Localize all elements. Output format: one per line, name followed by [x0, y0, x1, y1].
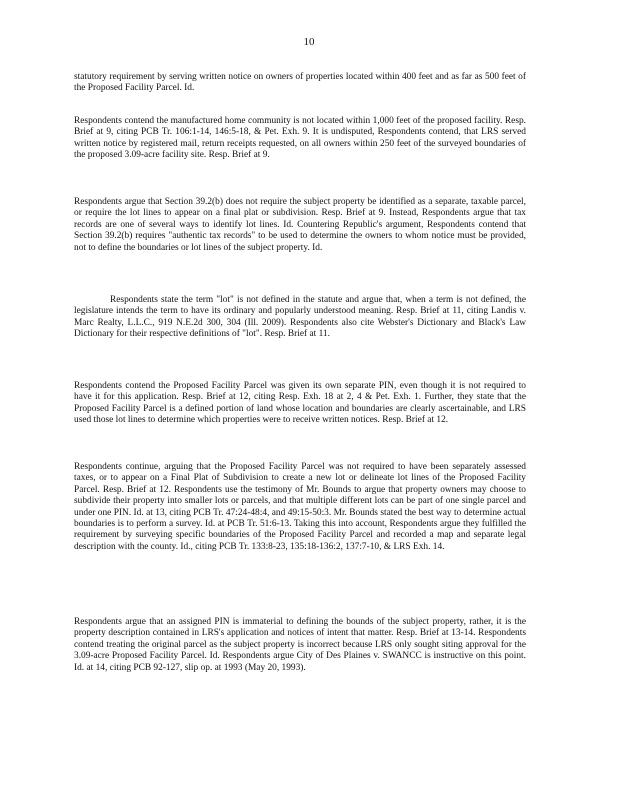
paragraph-4-text: Respondents state the term "lot" is not defined in the statute and argue that, when a term is not defined, the legislature intends the term to have its ordinary and popularly understood meaning. Resp. Brief at 11, citing Landis v. Marc Realty, L.L.C., 919 N.E.2d 300, 304 (Ill. 2009). Respondents also cite Webster's Dictionary and Black's Law Dictionary for their respective definitions of "lot". Resp. Brief at 11. — [74, 295, 526, 340]
paragraph-7 — [74, 617, 526, 674]
paragraph-5-text: Respondents contend the Proposed Facility Parcel was given its own separate PIN, even though it is not required to have it for this application. Resp. Brief at 12, citing Resp. Exh. 18 at 2, 4 & Pet. Exh. 1. Further, they state that the Proposed Facility Parcel is a defined portion of land whose location and boundaries are clearly ascertainable, and LRS used those lot lines to determine which properties were to receive written notices. Resp. Brief at 12. — [74, 381, 526, 426]
paragraph-2-text: Respondents contend the manufactured home community is not located within 1,000 feet of the proposed facility. Resp. Brief at 9, citing PCB Tr. 106:1-14, 146:5-18, & Pet. Exh. 9. It is undisputed, Respondents contend, that LRS served written notice by registered mail, return receipts requested, on all owners within 250 feet of the surveyed boundaries of the proposed 3.09-acre facility site. Resp. Brief at 9. — [74, 116, 526, 161]
paragraph-3-text: Respondents argue that Section 39.2(b) does not require the subject property be identified as a separate, taxable parcel, or require the lot lines to appear on a final plat or subdivision. Resp. Brief at 9. Instead, Respondents argue that tax records are one of several ways to identify lot lines. Id. Countering Republic's argument, Respondents contend that Section 39.2(b) requires "authentic tax records" to be used to determine the owners to whom notice must be provided, not to define the boundaries or lot lines of the subject property. Id. — [74, 197, 526, 253]
paragraph-4 — [74, 295, 526, 341]
paragraph-3 — [74, 197, 526, 254]
paragraph-6-text: Respondents continue, arguing that the Proposed Facility Parcel was not required to have been separately assessed taxes, or to appear on a Final Plat of Subdivision to create a new lot or delineate lot lines of the Proposed Facility Parcel. Resp. Brief at 12. Respondents use the testimony of Mr. Bounds to argue that property owners may choose to subdivide their property into smaller lots or parcels, and that multiple different lots can be part of one single parcel and under one PIN. Id. at 13, citing PCB Tr. 47:24-48:4, and 49:15-50:3. Mr. Bounds stated the best way to determine actual boundaries is to perform a survey. Id. at PCB Tr. 51:6-13. Taking this into account, Respondents argue they fulfilled the requirement by surveying specific boundaries of the Proposed Facility Parcel and recorded a map and separate legal description with the county. Id., citing PCB Tr. 133:8-23, 135:18-136:2, 137:7-10, & LRS Exh. 14. — [74, 462, 526, 552]
page-number: 10 — [303, 36, 315, 48]
paragraph-5 — [74, 381, 526, 427]
paragraph-1 — [74, 72, 526, 95]
paragraph-2 — [74, 116, 526, 162]
paragraph-7-text: Respondents argue that an assigned PIN is immaterial to defining the bounds of the subject property, rather, it is the property description contained in LRS's application and notices of intent that matter. Resp. Brief at 13-14. Respondents contend treating the original parcel as the subject property is incorrect because LRS only sought siting approval for the 3.09-acre Proposed Facility Parcel. Id. Respondents argue City of Des Plaines v. SWANCC is instructive on this point. Id. at 14, citing PCB 92-127, slip op. at 1993 (May 20, 1993). — [74, 617, 526, 673]
paragraph-6 — [74, 462, 526, 553]
paragraph-1-text: statutory requirement by serving written notice on owners of properties located within 400 feet and as far as 500 feet of the Proposed Facility Parcel. Id. — [74, 72, 526, 94]
